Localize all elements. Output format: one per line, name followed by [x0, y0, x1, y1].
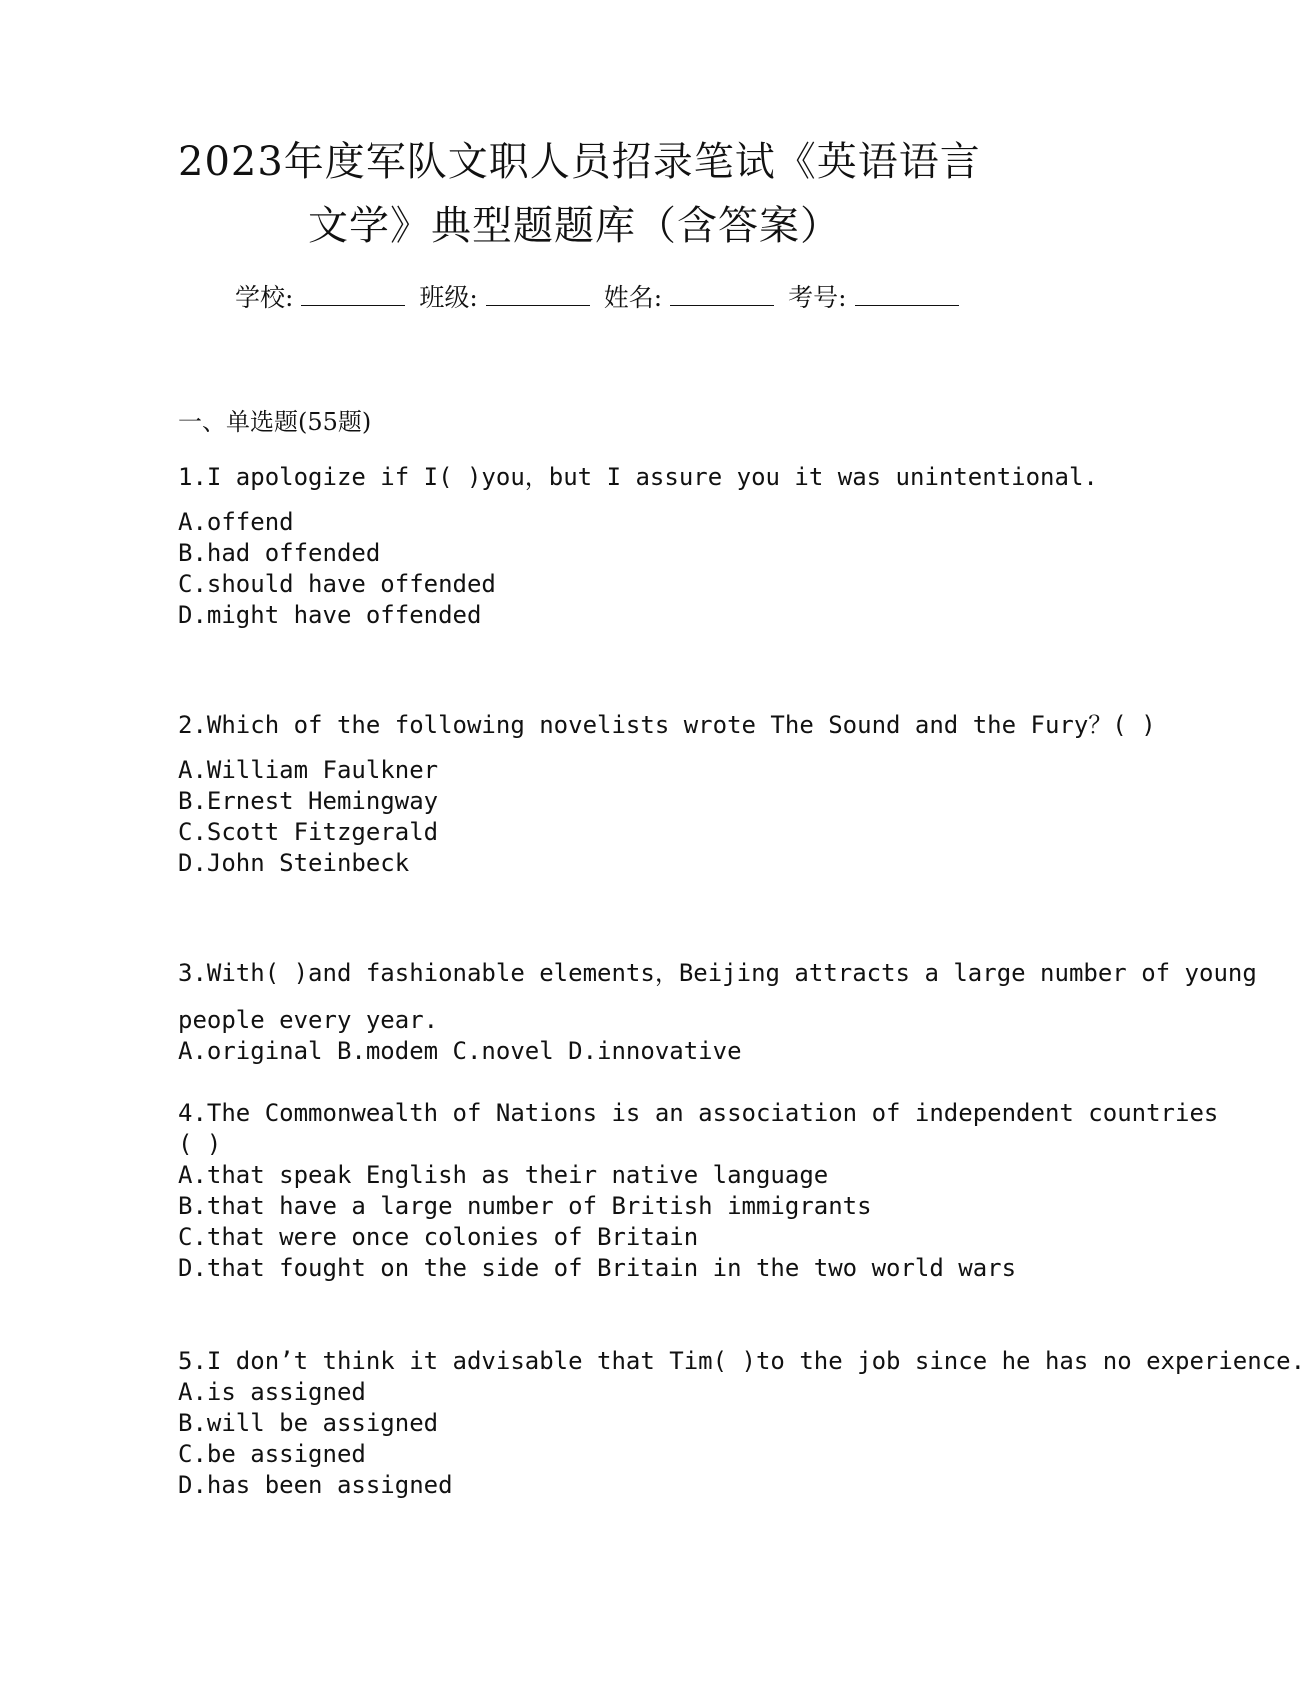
option-b: B.Ernest Hemingway — [178, 787, 439, 815]
option-a: A.William Faulkner — [178, 756, 439, 784]
question-stem-continued: ( ) — [178, 1130, 222, 1158]
number-blank — [855, 283, 959, 306]
option-d: D.might have offended — [178, 601, 482, 629]
class-blank — [486, 283, 590, 306]
option-list-inline: A.original B.modem C.novel D.innovative — [178, 1037, 742, 1065]
question-stem: 4.The Commonwealth of Nations is an association of independent countries — [178, 1099, 1219, 1127]
document-title — [178, 130, 1038, 258]
option-list — [178, 507, 1098, 631]
option-d: D.has been assigned — [178, 1471, 453, 1499]
section-heading: 一、单选题(55题) — [178, 408, 372, 436]
option-list — [178, 755, 1156, 879]
option-c: C.Scott Fitzgerald — [178, 818, 439, 846]
question-stem: 5.I don’t think it advisable that Tim( )to the job since he has no experience. — [178, 1347, 1305, 1375]
number-label: 考号: — [788, 283, 847, 312]
school-blank — [301, 283, 405, 306]
question-2 — [178, 710, 1156, 879]
option-d: D.that fought on the side of Britain in the two world wars — [178, 1254, 1017, 1282]
school-label: 学校: — [235, 283, 294, 312]
question-stem-continued: people every year. — [178, 1006, 439, 1034]
title-line-1: 2023年度军队文职人员招录笔试《英语语言 — [178, 139, 981, 185]
option-c: C.be assigned — [178, 1440, 366, 1468]
option-list — [178, 1160, 1218, 1284]
option-c: C.that were once colonies of Britain — [178, 1223, 699, 1251]
question-stem: 1.I apologize if I( )you，but I assure you it was unintentional. — [178, 463, 1098, 491]
name-label: 姓名: — [603, 283, 663, 312]
option-list — [178, 1377, 1191, 1501]
question-4 — [178, 1098, 1218, 1284]
question-1 — [178, 462, 1098, 631]
option-c: C.should have offended — [178, 570, 496, 598]
option-b: B.had offended — [178, 539, 381, 567]
option-b: B.will be assigned — [178, 1409, 439, 1437]
name-blank — [670, 283, 774, 306]
option-a: A.that speak English as their native language — [178, 1161, 829, 1189]
option-b: B.that have a large number of British immigrants — [178, 1192, 872, 1220]
option-a: A.offend — [178, 508, 294, 536]
option-a: A.is assigned — [178, 1378, 366, 1406]
question-5 — [178, 1346, 1305, 1501]
question-3 — [178, 958, 1257, 1067]
student-info-row — [235, 278, 965, 314]
option-d: D.John Steinbeck — [178, 849, 410, 877]
question-stem: 3.With( )and fashionable elements，Beijing attracts a large number of young — [178, 959, 1257, 987]
question-stem: 2.Which of the following novelists wrote The Sound and the Fury？( ) — [178, 711, 1156, 739]
title-line-2: 文学》典型题题库（含答案） — [308, 203, 841, 249]
class-label: 班级: — [419, 283, 478, 312]
